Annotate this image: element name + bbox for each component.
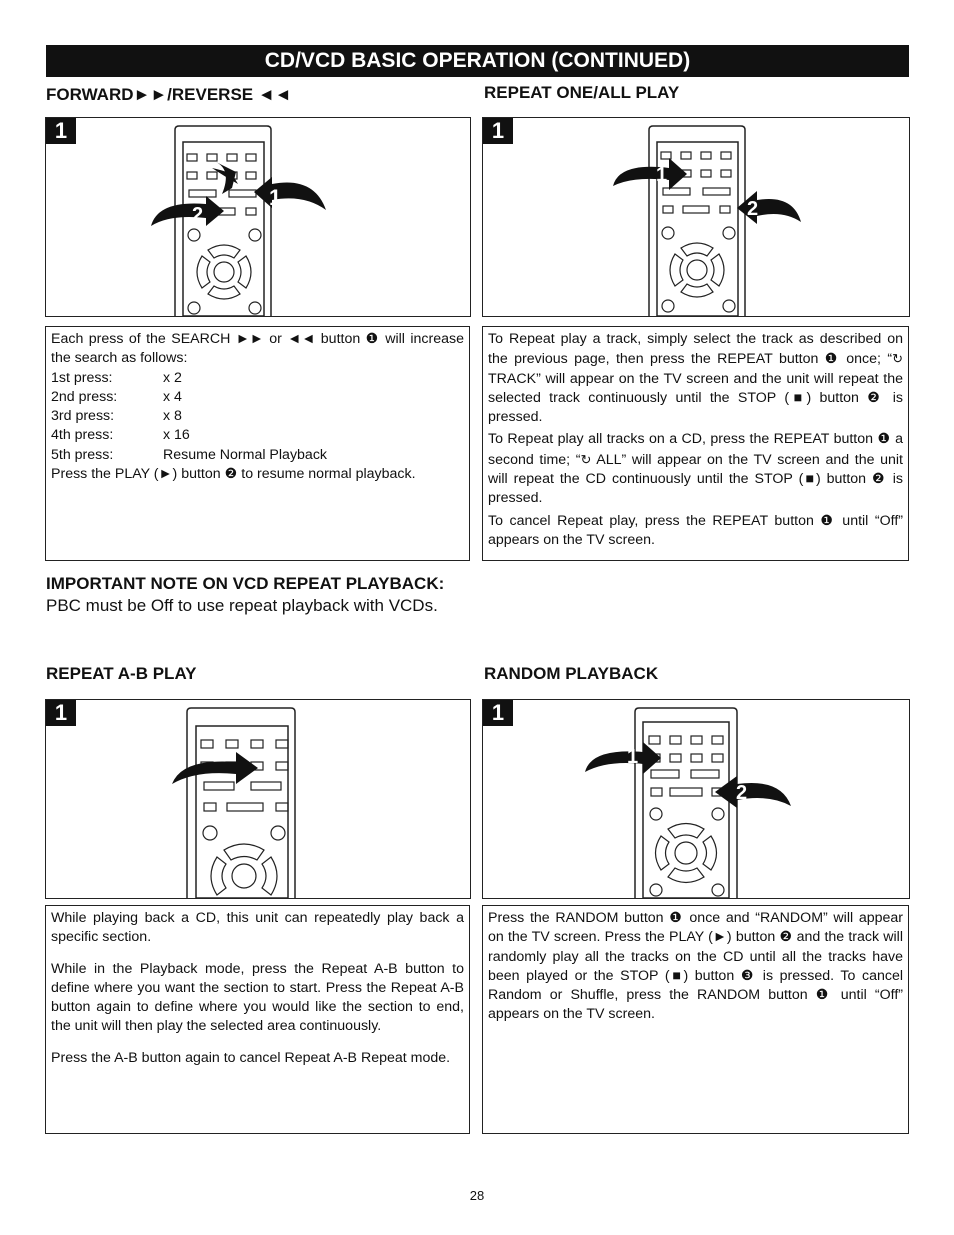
step-badge: 1 (46, 700, 76, 726)
remote-body (175, 126, 271, 316)
repeat-one-all-text (482, 326, 909, 561)
repeat-icon: ↻ (580, 451, 592, 467)
forward-reverse-text (45, 326, 470, 561)
cancel-repeat-paragraph: To cancel Repeat play, press the REPEAT button ❶ until “Off” appears on the TV screen. (488, 512, 903, 548)
repeat-ab-text (45, 905, 470, 1134)
page-number: 28 (469, 1188, 485, 1203)
repeat-one-all-figure (482, 117, 910, 317)
remote-control-illustration (483, 118, 909, 316)
remote-control-illustration (46, 700, 470, 898)
press-row: 3rd press: x 8 (51, 408, 182, 425)
important-note-title: IMPORTANT NOTE ON VCD REPEAT PLAYBACK: (46, 574, 445, 593)
repeat-ab-paragraph-1: While playing back a CD, this unit can repeatedly play back a specific section. (51, 910, 464, 946)
step-badge: 1 (483, 118, 513, 144)
press-row: 1st press: x 2 (51, 369, 182, 386)
important-note-body: PBC must be Off to use repeat playback with VCDs. (46, 596, 438, 615)
remote-control-illustration (46, 118, 470, 316)
repeat-all-paragraph: To Repeat play all tracks on a CD, press the REPEAT button ❶ a second time; “↻ ALL” will appear on the TV screen and the unit will repeat the CD continuously until the STOP (■) button ❷ is pressed. (488, 431, 903, 507)
callout-number-1: 1 (269, 185, 282, 210)
arrow-callout-1 (613, 158, 687, 190)
repeat-one-all-title: REPEAT ONE/ALL PLAY (484, 83, 680, 102)
repeat-ab-title: REPEAT A-B PLAY (46, 664, 197, 683)
callout-number-2: 2 (736, 782, 748, 804)
repeat-ab-figure (45, 699, 471, 899)
callout-number-1: 1 (656, 164, 668, 186)
search-intro: Each press of the SEARCH ►► or ◄◄ button ❶ will increase the search as follows: (51, 331, 464, 367)
random-playback-text (482, 905, 909, 1134)
step-badge: 1 (46, 118, 76, 144)
press-row: 4th press: x 16 (51, 427, 190, 444)
play-resume-text: Press the PLAY (►) button ❷ to resume normal playback. (51, 466, 416, 483)
repeat-track-paragraph: To Repeat play a track, simply select the track as described on the previous page, then press the REPEAT button ❶ once; “↻ TRACK” will appear on the TV screen and the unit will repeat the selected track continuously until the STOP (■) button ❷ is pressed. (488, 331, 903, 426)
arrow-callout-1 (585, 742, 661, 774)
arrow-callout-2 (151, 196, 224, 226)
arrow-callout (172, 752, 258, 784)
forward-reverse-figure (45, 117, 471, 317)
remote-control-illustration (483, 700, 909, 898)
section-banner: CD/VCD BASIC OPERATION (CONTINUED) (46, 45, 909, 77)
forward-reverse-title: FORWARD►►/REVERSE ◄◄ (46, 85, 292, 104)
step-badge: 1 (483, 700, 513, 726)
callout-number-2: 2 (747, 198, 759, 220)
press-row: 2nd press: x 4 (51, 388, 182, 405)
callout-number-1: 1 (627, 746, 639, 768)
callout-number-2: 2 (192, 204, 204, 226)
repeat-icon: ↻ (892, 351, 903, 367)
random-paragraph: Press the RANDOM button ❶ once and “RANDOM” will appear on the TV screen. Press the PLAY (►) button ❷ and the track will randomly play all the tracks on the CD until all the tracks have been played or the STOP (■) button ❸ is pressed. To cancel Random or Shuffle, press the RANDOM button ❶ until “Off” appears on the TV screen. (488, 910, 903, 1023)
press-row: 5th press: Resume Normal Playback (51, 446, 328, 463)
repeat-ab-paragraph-2: While in the Playback mode, press the Repeat A-B button to define where you want the section to start. Press the Repeat A-B button again to define where you would like the section to end, the unit will then play the selected area continuously. (51, 960, 464, 1035)
random-playback-figure (482, 699, 910, 899)
arrow-callout-2 (715, 776, 791, 808)
repeat-ab-paragraph-3: Press the A-B button again to cancel Repeat A-B Repeat mode. (51, 1049, 451, 1066)
random-playback-title: RANDOM PLAYBACK (484, 664, 659, 683)
